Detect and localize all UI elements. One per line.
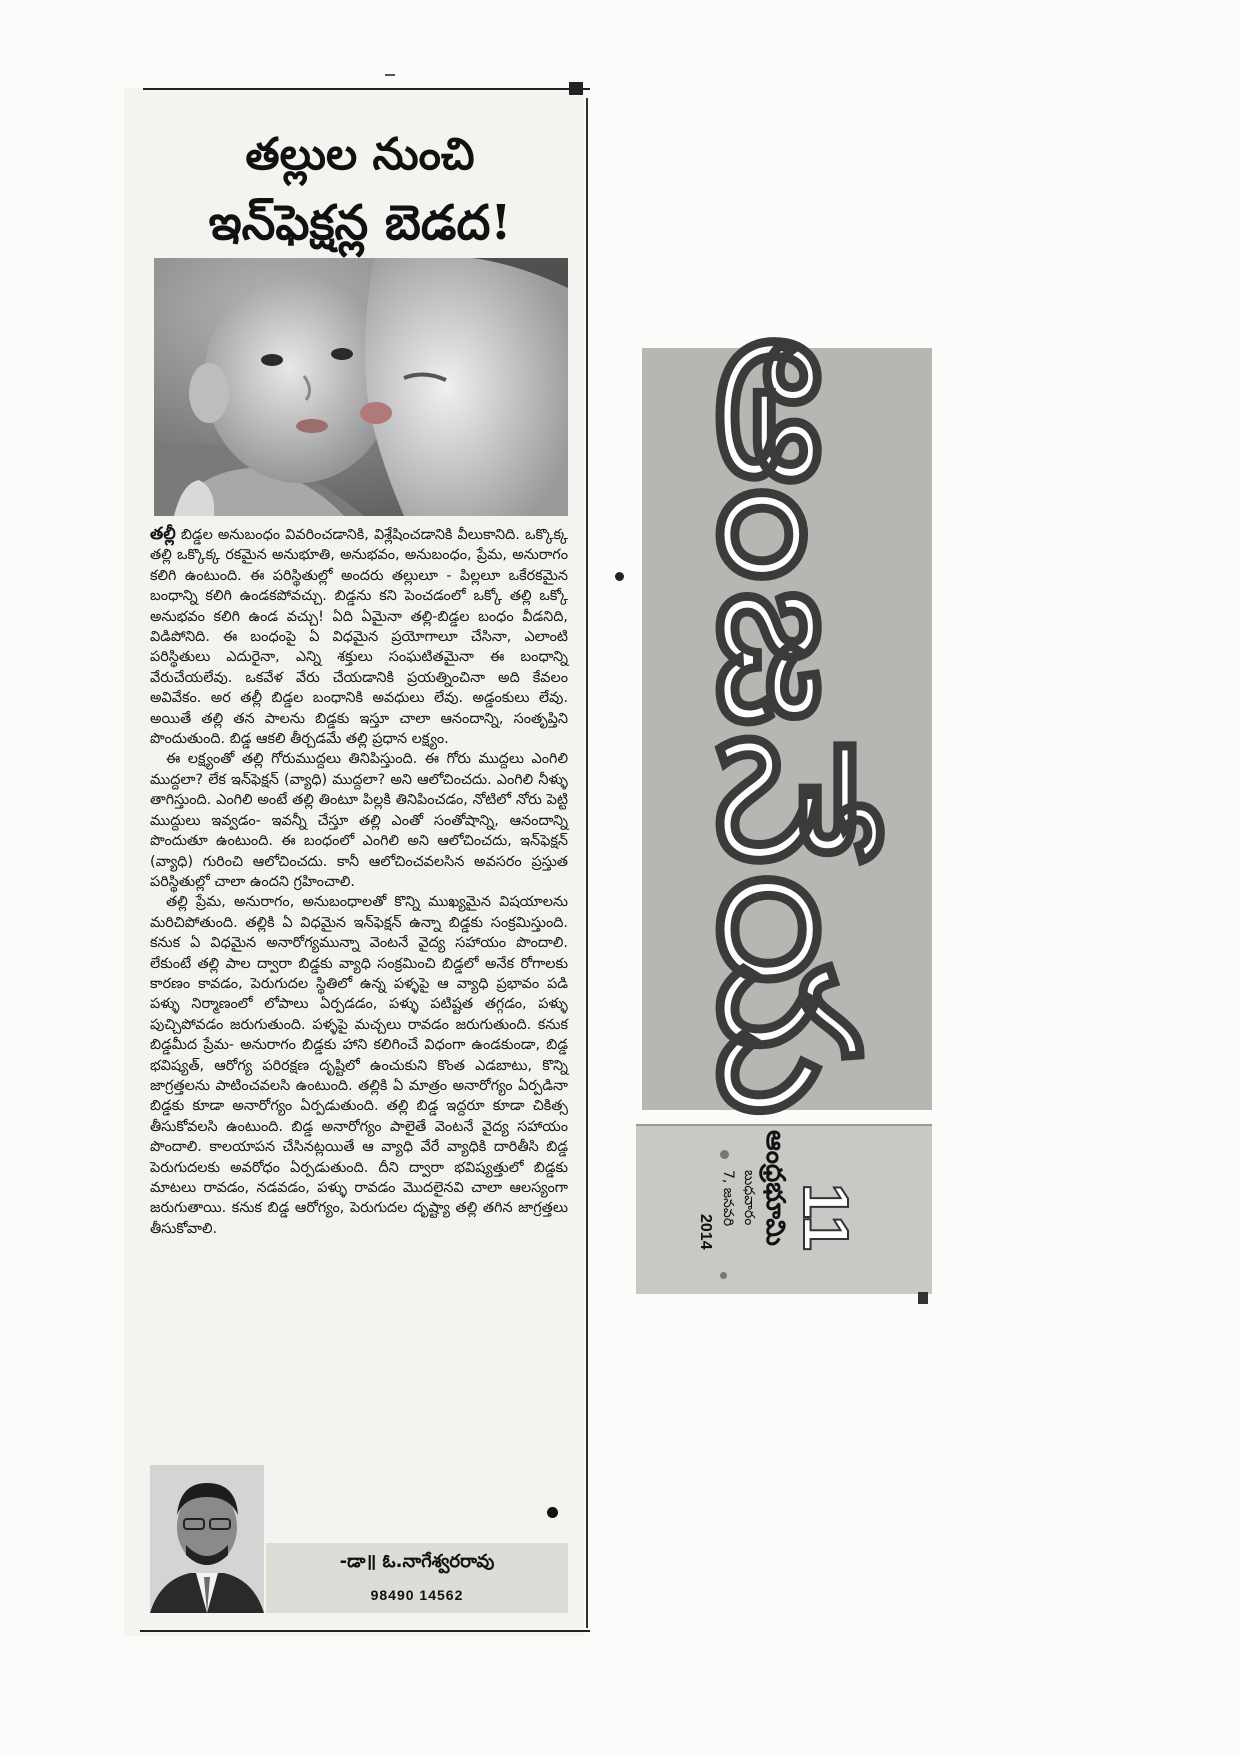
footer-dot [720,1150,729,1159]
issue-date: 7, జనవరి [720,1170,736,1227]
headline-line-2: ఇన్‌ఫెక్షన్ల బెడద! [208,195,512,251]
author-portrait [150,1465,264,1613]
article-headline [140,122,580,258]
article-body [150,524,568,1239]
article-paragraph: తల్లి ప్రేమ, అనురాగం, అనుబంధాలతో కొన్ని ముఖ్యమైన విషయాలను మరిచిపోతుంది. తల్లికి ఏ విధమైన ఇన్‌ఫెక్షన్ ఉన్నా బిడ్డకు సంక్రమిస్తుంది. కనుక ఏ విధమైన అనారోగ్యమున్నా వెంటనే వైద్య సహాయం పొందాలి. లేకుంటే తల్లి పాల ద్వారా బిడ్డకు వ్యాధి సంక్రమించి బిడ్డలో అనేక రోగాలకు కారణం కావడం, పెరుగుదల స్థితిలో ఉన్న పళ్ళపై ఆ వ్యాధి ప్రభావం పడి పళ్ళు నిర్మాణంలో లోపాలు ఏర్పడడం, పళ్ళు పటిష్టత తగ్గడం, పళ్ళు పుచ్చిపోవడం జరుగుతుంది. పళ్ళపై మచ్చలు రావడం జరుగుతుంది. కనుక బిడ్డమీద ప్రేమ- అనురాగం బిడ్డకు హాని కలిగించే విధంగా ఉండకుండా, బిడ్డ భవిష్యత్, ఆరోగ్య పరిరక్షణ దృష్టిలో ఉంచుకుని కొంత ఎడబాటు, కొన్ని జాగ్రత్తలను పాటించవలసి ఉంటుంది. తల్లికి ఏ మాత్రం అనారోగ్యం ఏర్పడినా బిడ్డకు కూడా అనారోగ్యం ఏర్పడుతుంది. తల్లి బిడ్డ ఇద్దరూ కూడా చికిత్స తీసుకోవలసి ఉంటుంది. బిడ్డ అనారోగ్యం పాలైతే వెంటనే వైద్య సహాయం పొందాలి. కాలయాపన చేసినట్లయితే ఆ వ్యాధి వేరే వ్యాధికి దారితీసి బిడ్డ పెరుగుదలకు అవరోధం ఏర్పడుతుంది. దీని ద్వారా భవిష్యత్తులో బిడ్డకు మాటలు రావడం, నడవడం, పళ్ళు రావడం మొదలైనవి చాలా ఆలస్యంగా జరుగుతాయి. కనుక బిడ్డ ఆరోగ్యం, పెరుగుదల దృష్ట్యా తల్లి తగిన జాగ్రత్తలు తీసుకోవాలి. [150,894,568,1237]
top-dash-mark [385,74,395,76]
issue-year: 2014 [697,1214,714,1250]
lead-word: తల్లీ [150,524,176,544]
mother-kissing-baby-photo [154,258,568,516]
column-rule [586,98,588,1628]
section-title-text: ఆంజనేయ [677,334,898,1124]
paragraph-text: బిడ్డల అనుబంధం వివరించడానికి, విశ్లేషించడానికి వీలుకానిది. ఒక్కొక్క తల్లి ఒక్కొక్క రకమైన అనుభూతి, అనుభవం, అనుబంధం, ప్రేమ, అనురాగం కలిగి ఉంటుంది. ఈ పరిస్థితుల్లో అందరు తల్లులూ - పిల్లలూ ఒకేరకమైన బంధాన్ని కలిగి ఉండకపోవచ్చు. బిడ్డను కని పెంచడంలో ఒక్కో తల్లి ఒక్కో అనుభవం కలిగి ఉండ వచ్చు! ఏది ఏమైనా తల్లి-బిడ్డల బంధం వీడనిది, విడిపోనిది. ఈ బంధంపై ఏ విధమైన ప్రయోగాలూ చేసినా, ఎలాంటి పరిస్థితులు ఎదురైనా, ఎన్ని శక్తులు సంఘటితమైనా ఈ బంధాన్ని వేరుచేయలేవు. ఒకవేళ వేరు చేయడానికి ప్రయత్నించినా అది కేవలం అవివేకం. అర తల్లీ బిడ్డల బంధానికి అవధులు లేవు. అడ్డంకులు లేవు. అయితే తల్లి తన పాలను బిడ్డకు ఇస్తూ చాలా ఆనందాన్ని, సంతృప్తిని పొందుతుంది. బిడ్డ ఆకలి తీర్చడమే తల్లి ప్రధాన లక్ష్యం. [150,527,569,748]
author-phone: 98490 14562 [370,1587,464,1603]
byline-box [266,1543,568,1613]
newspaper-name: ఆంధ్రభూమి [760,1130,790,1246]
bottom-rule [140,1630,590,1632]
headline-line-1: తల్లుల నుంచి [245,129,475,180]
footer-block [918,1292,928,1304]
page-number-text: 11 [790,1183,862,1251]
article-paragraph [150,524,568,749]
issue-weekday: బుధవారం [741,1170,757,1226]
top-rule [143,88,590,90]
article-paragraph: ఈ లక్ష్యంతో తల్లి గోరుముద్దలు తినిపిస్తుంది. ఈ గోరు ముద్దలు ఎంగిలి ముద్దలా? లేక ఇన్‌ఫెక్షన్ (వ్యాధి) ముద్దలా? అని ఆలోచించదు. ఎంగిలి నీళ్ళు తాగిస్తుంది. ఎంగిలి అంటే తల్లి తింటూ పిల్లకి తినిపించడం, నోటిలో నోరు పెట్టి ముద్దులు ఇవ్వడం- ఇవన్నీ చేస్తూ తల్లి ఎంతో సంతోషాన్ని, ఆనందాన్ని పొందుతూ ఉంటుంది. ఈ బంధంలో ఎంగిలి అని ఆలోచించదు, ఇన్‌ఫెక్షన్ (వ్యాధి) గురించి ఆలోచించదు. కానీ ఆలోచించవలసిన అవసరం ప్రస్తుత పరిస్థితుల్లో చాలా ఉందని గ్రహించాలి. [150,751,568,890]
top-rule-block [569,82,583,95]
side-bullet-dot [615,572,624,581]
author-name: -డా॥ ఓ.నాగేశ్వరరావు [339,1551,495,1572]
author-photo [150,1465,264,1613]
section-title [642,334,932,1124]
photo-illustration [154,258,568,516]
footer-dot [720,1272,727,1279]
end-of-article-dot [547,1507,558,1518]
